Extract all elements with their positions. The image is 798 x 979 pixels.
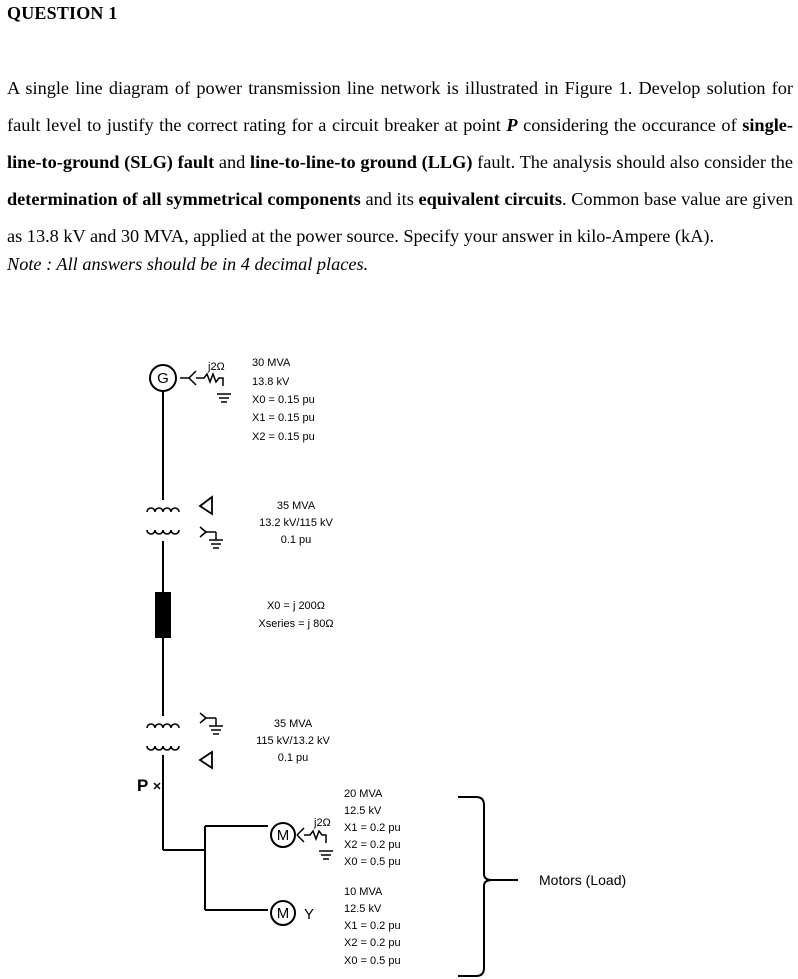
spec-line: X0 = 0.5 pu — [344, 856, 401, 868]
question-body — [7, 70, 793, 279]
transformer2-wye-ground — [200, 713, 223, 734]
motor1 — [271, 823, 295, 847]
generator-grounding-label: j2Ω — [208, 361, 225, 373]
transformer1-specs — [259, 500, 333, 546]
paragraph-segment: P — [506, 115, 518, 135]
transformer2-specs — [256, 718, 330, 764]
paragraph-segment: equivalent circuits — [418, 189, 562, 209]
motor2 — [271, 901, 295, 925]
generator — [150, 365, 176, 391]
spec-line: 12.5 kV — [344, 805, 382, 817]
paragraph-segment: fault. The analysis should also consider the — [472, 152, 793, 172]
spec-line: X1 = 0.15 pu — [252, 412, 315, 424]
paragraph-segment: considering the occurance of — [517, 115, 743, 135]
paragraph-segment: A single line diagram of power transmission line network is illustrated in Figure 1. Develop solution for fault level to justify the correct rating for a circuit breaker at point — [7, 78, 793, 135]
question-paragraph — [7, 70, 793, 255]
spec-line: 0.1 pu — [277, 752, 309, 764]
transmission-line-block — [155, 592, 171, 638]
spec-line: 20 MVA — [344, 788, 383, 800]
transformer1-wye-ground — [200, 527, 223, 548]
spec-line: 10 MVA — [344, 886, 383, 898]
spec-line: 13.8 kV — [252, 376, 290, 388]
fault-point-marker — [154, 783, 160, 789]
paragraph-segment: single-line-to-ground (SLG) fault — [7, 115, 793, 172]
single-line-diagram — [0, 340, 798, 979]
spec-line: X1 = 0.2 pu — [344, 920, 401, 932]
paragraph-segment: and its — [360, 189, 419, 209]
paragraph-segment: line-to-line-to ground (LLG) — [250, 152, 473, 172]
motor1-symbol: M — [276, 827, 290, 844]
generator-wye-ground — [180, 371, 231, 402]
spec-line: 0.1 pu — [280, 534, 312, 546]
paragraph-segment: and — [214, 152, 251, 172]
motor1-specs — [344, 788, 401, 868]
motor2-symbol: M — [276, 905, 290, 922]
spec-line: 115 kV/13.2 kV — [256, 735, 330, 747]
spec-line: X1 = 0.2 pu — [344, 822, 401, 834]
spec-line: 35 MVA — [276, 500, 316, 512]
question-title: QUESTION 1 — [7, 3, 118, 23]
transformer1-delta-symbol — [200, 497, 212, 514]
spec-line: X0 = j 200Ω — [266, 600, 326, 612]
spec-line: 35 MVA — [273, 718, 313, 730]
motor1-grounding-label: j2Ω — [314, 817, 331, 829]
transmission-line-specs — [258, 600, 333, 630]
spec-line: Xseries = j 80Ω — [258, 618, 334, 630]
transformer2-delta-symbol — [200, 752, 212, 768]
motors-brace — [458, 797, 518, 976]
spec-line: 30 MVA — [252, 357, 291, 369]
transformer2-coils — [147, 724, 179, 750]
generator-specs — [252, 357, 315, 443]
transformer1-coils — [147, 508, 179, 534]
motor2-specs — [344, 886, 401, 967]
note-text: Note : All answers should be in 4 decimal places. — [7, 254, 369, 274]
spec-line: 12.5 kV — [344, 903, 382, 915]
spec-line: X2 = 0.2 pu — [344, 839, 401, 851]
motor1-wye-ground — [297, 828, 333, 859]
spec-line: X0 = 0.15 pu — [252, 394, 315, 406]
paragraph-segment: . Common base value are given as 13.8 kV and 30 MVA, applied at the power source. Specify your answer in kilo-Ampere (kA). — [7, 189, 793, 246]
spec-line: 13.2 kV/115 kV — [259, 517, 333, 529]
motor2-connection-label: Y — [304, 906, 315, 923]
spec-line: X2 = 0.15 pu — [252, 431, 315, 443]
spec-line: X2 = 0.2 pu — [344, 937, 401, 949]
spec-line: X0 = 0.5 pu — [344, 955, 401, 967]
paragraph-segment: determination of all symmetrical components — [7, 189, 361, 209]
generator-symbol: G — [157, 370, 169, 387]
motors-load-label: Motors (Load) — [539, 872, 627, 888]
fault-point-label: P — [137, 776, 149, 795]
